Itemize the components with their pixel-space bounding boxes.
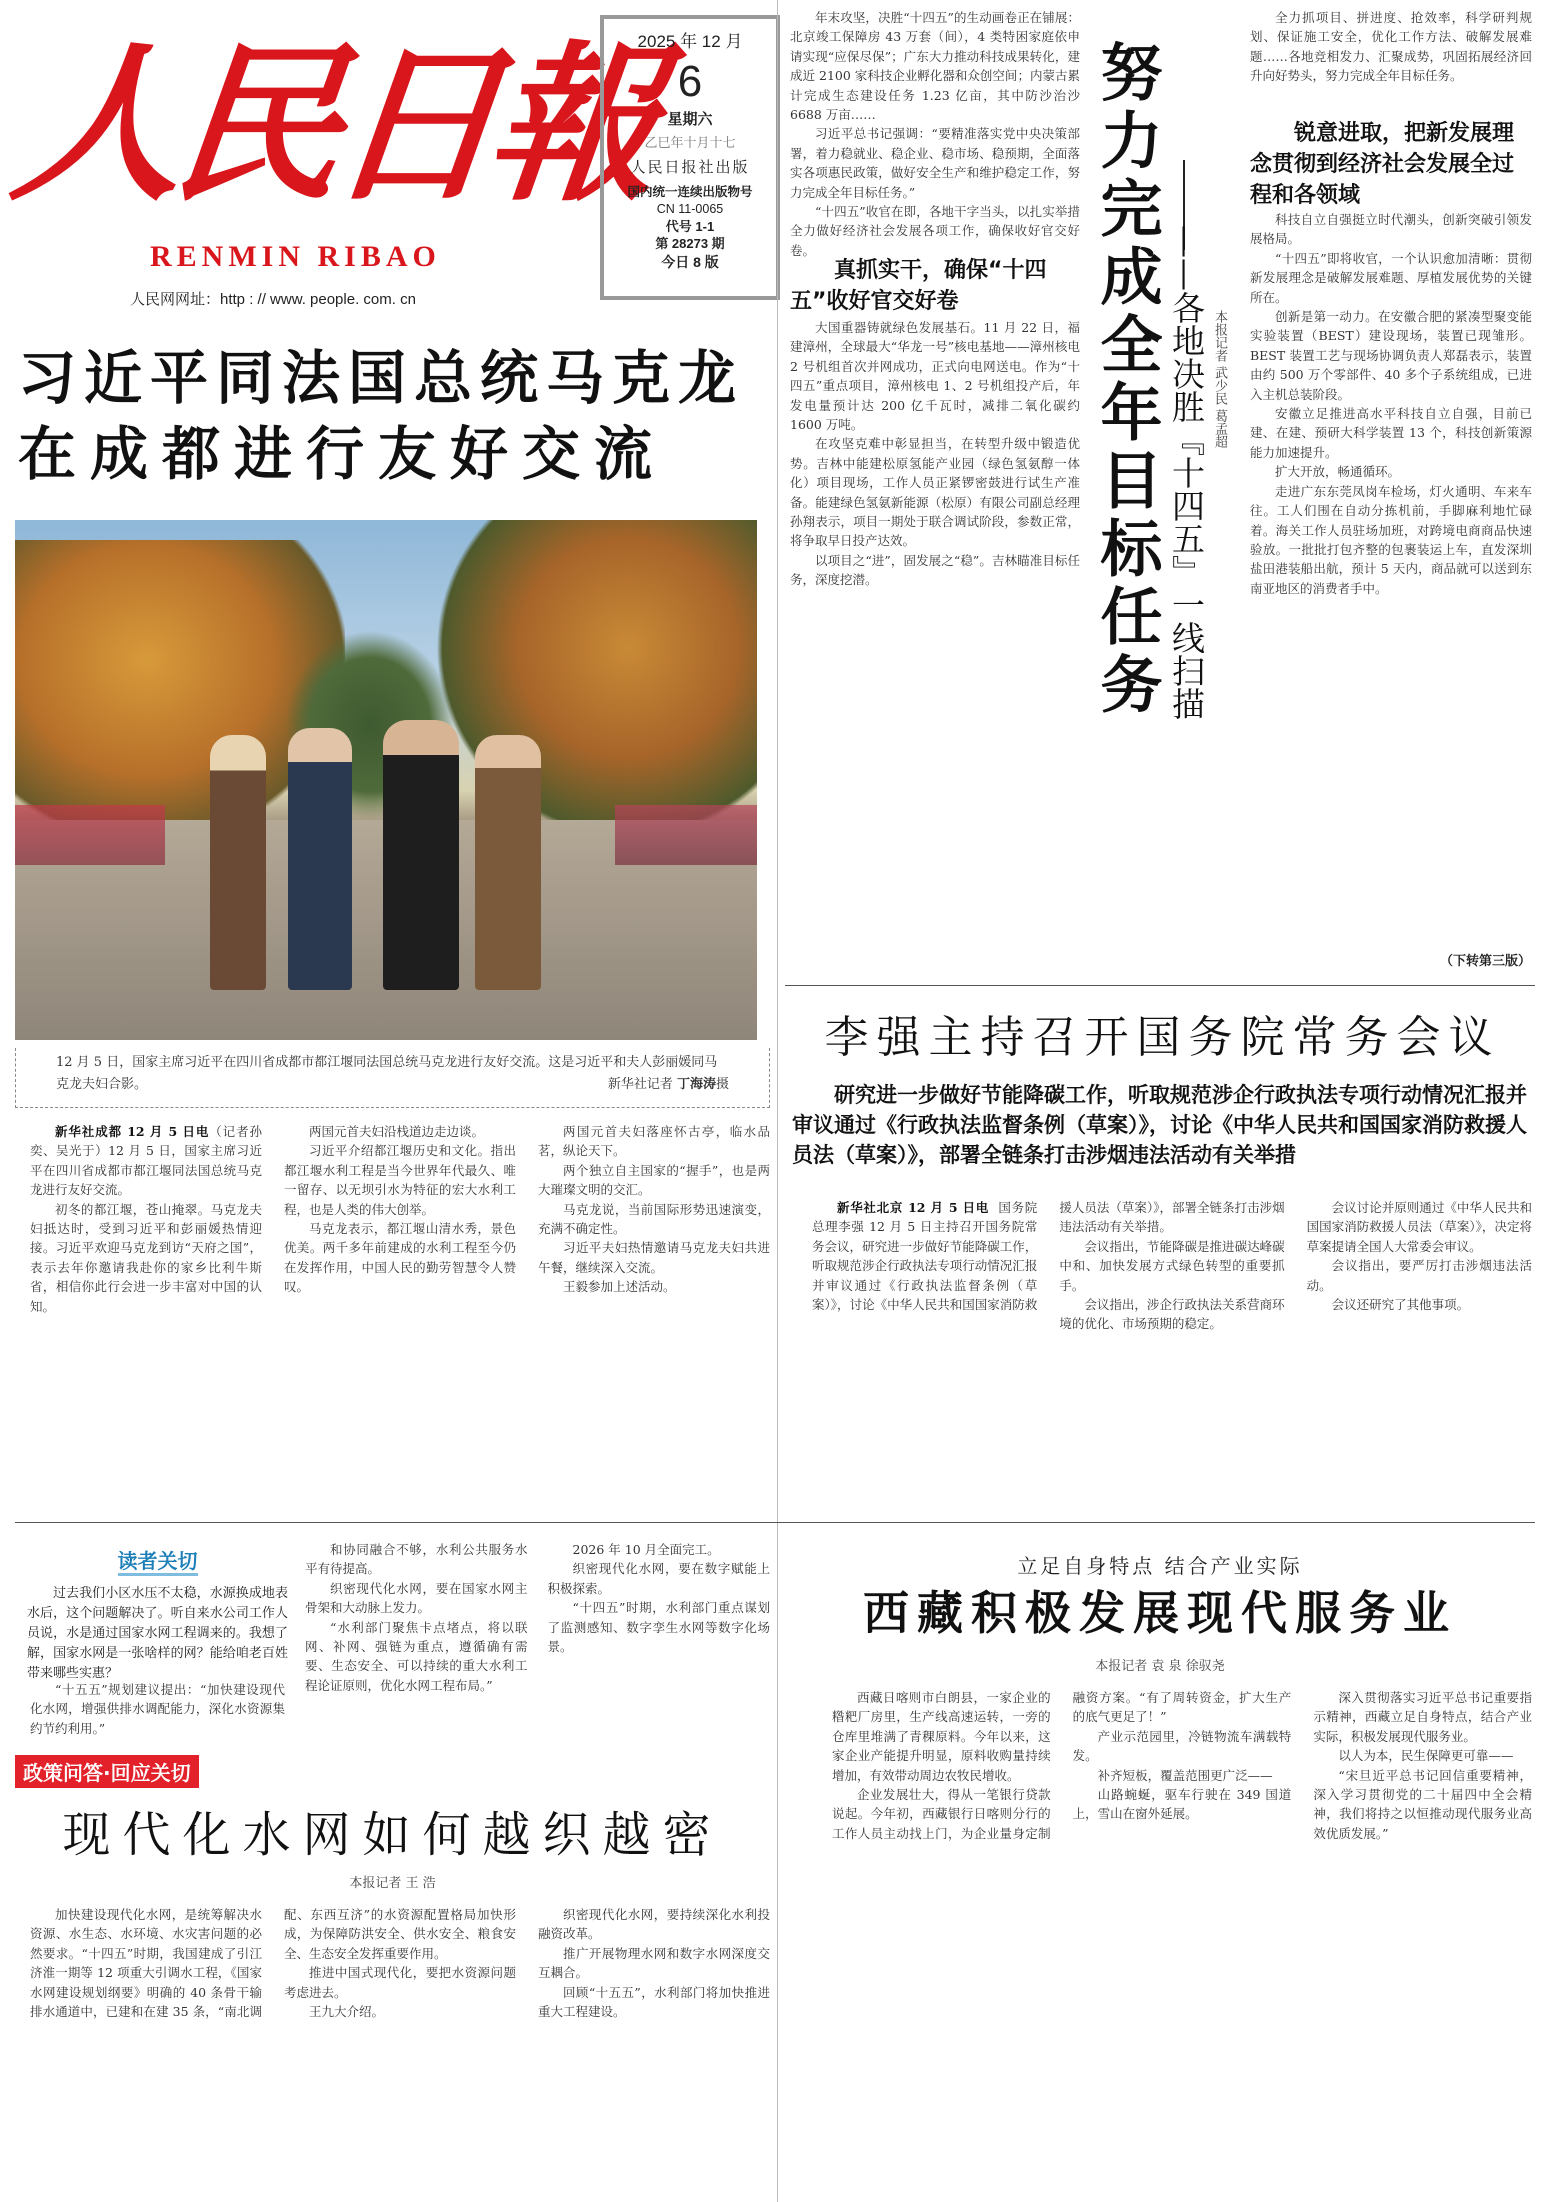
credit-prefix: 新华社记者 bbox=[607, 1077, 673, 1092]
feature-vertical-subhead: ——各地决胜『十四五』一线扫描 bbox=[1167, 225, 1206, 720]
paragraph: “水利部门聚焦卡点堵点，将以联网、补网、强链为重点，遵循确有需要、生态安全、可以持续的重大水利工程论证原则，优化水网工程布局。” bbox=[305, 1619, 528, 1693]
person-figure bbox=[475, 735, 541, 990]
website-link[interactable]: 人民网网址：http : // www. people. com. cn bbox=[130, 291, 416, 308]
headline-line: 在成都进行友好交流 bbox=[18, 420, 667, 488]
paragraph: 山路蜿蜒，驱车行驶在 349 国道上，雪山在窗外延展。 bbox=[1072, 1787, 1292, 1822]
paragraph: 和协同融合不够，水利公共服务水平有待提高。 bbox=[305, 1542, 528, 1577]
paragraph: 西藏日喀则市白朗县，一家企业的糌粑厂房里，生产线高速运转，一旁的仓库里堆满了青稞原料。今年以来，这家企业产能提升明显，原料收购量持续增加，有效带动周边农牧民增收。 bbox=[832, 1690, 1051, 1783]
paragraph: 推广开展物理水网和数字水网深度交互耦合。 bbox=[538, 1945, 770, 1981]
paragraph: 会议指出，要严厉打击涉烟违法活动。 bbox=[1306, 1258, 1532, 1293]
reader-concern-label: 读者关切 bbox=[118, 1549, 198, 1576]
reader-concern-box bbox=[15, 1535, 300, 1694]
publisher: 人民日报社出版 bbox=[630, 158, 750, 176]
feature-subhead-2: 锐意进取，把新发展理念贯彻到经济社会发展全过程和各领域 bbox=[1250, 121, 1515, 208]
paragraph: 补齐短板，覆盖范围更广泛—— bbox=[1097, 1767, 1273, 1783]
serial-label: 国内统一连续出版物号 bbox=[627, 184, 753, 199]
state-council-body bbox=[812, 1198, 1532, 1334]
feature-reporters: 本报记者 武少民 葛孟超 bbox=[1212, 310, 1227, 449]
paragraph: 全力抓项目、拼进度、抢效率，科学研判规划、保证施工安全，优化工作方法、破解发展难题……各地竞相发力、汇聚成势，巩固拓展经济回升向好势头，努力完成全年目标任务。 bbox=[1250, 10, 1532, 84]
paragraph: 织密现代化水网，要持续深化水利投融资改革。 bbox=[538, 1907, 770, 1942]
water-headline[interactable]: 现代化水网如何越织越密 bbox=[62, 1807, 723, 1863]
paragraph: 习近平介绍都江堰历史和文化。指出都江堰水利工程是当今世界年代最久、唯一留存、以无坝引水为特征的宏大水利工程，也是人类的伟大创举。 bbox=[284, 1143, 516, 1217]
paragraph: 扩大开放，畅通循环。 bbox=[1275, 464, 1401, 480]
paragraph: “十四五”收官在即，各地干字当头，以扎实举措全力做好经济社会发展各项工作，确保收好官交好卷。 bbox=[790, 204, 1080, 258]
paragraph: “十四五”时期，水利部门重点谋划了监测感知、数字孪生水网等数字化场景。 bbox=[547, 1600, 770, 1655]
date-box bbox=[600, 15, 780, 300]
paragraph: 以人为本，民生保障更可靠—— bbox=[1338, 1748, 1514, 1764]
paragraph: 习近平夫妇热情邀请马克龙夫妇共进午餐，继续深入交流。 bbox=[538, 1240, 770, 1275]
page-count: 今日 8 版 bbox=[661, 253, 719, 270]
lead-article-body bbox=[30, 1122, 770, 1316]
paragraph: 以项目之“进”，固发展之“稳”。吉林瞄准目标任务，深度挖潜。 bbox=[790, 552, 1080, 588]
divider bbox=[15, 1522, 1535, 1523]
paragraph-text: （记者孙奕、吴光于）12 月 5 日，国家主席习近平在四川省成都市都江堰同法国总统马克龙进行友好交流。 bbox=[30, 1124, 262, 1198]
paragraph: 回顾“十五五”，水利部门将加快推进重大工程建设。 bbox=[538, 1984, 770, 2020]
paragraph: 初冬的都江堰，苍山掩翠。马克龙夫妇抵达时，受到习近平和彭丽媛热情迎接。习近平欢迎马克龙到访“天府之国”，表示去年你邀请我赴你的家乡比利牛斯省，相信你此行会进一步丰富对中国的认知。 bbox=[30, 1201, 262, 1314]
weekday: 星期六 bbox=[667, 110, 713, 128]
paragraph: 王九大介绍。 bbox=[309, 2004, 385, 2020]
tibet-headline[interactable]: 西藏积极发展现代服务业 bbox=[863, 1586, 1457, 1640]
credit-suffix: 摄 bbox=[715, 1077, 729, 1092]
paragraph: 推进中国式现代化，要把水资源问题考虑进去。 bbox=[284, 1965, 516, 2000]
paragraph: 深入贯彻落实习近平总书记重要指示精神，西藏立足自身特点，结合产业实际，积极发展现代服务业。 bbox=[1313, 1690, 1532, 1744]
paragraph: 产业示范园里，冷链物流车满载特发。 bbox=[1072, 1728, 1292, 1764]
day-number: 6 bbox=[677, 56, 703, 106]
dateline: 新华社成都 12 月 5 日电 bbox=[55, 1124, 210, 1139]
paragraph: 马克龙说，当前国际形势迅速演变，充满不确定性。 bbox=[538, 1201, 770, 1237]
water-reporter: 本报记者 王 浩 bbox=[349, 1876, 436, 1891]
answer-body bbox=[305, 1540, 770, 1695]
tibet-kicker: 立足自身特点 结合产业实际 bbox=[1017, 1554, 1303, 1578]
paragraph: 在攻坚克难中彰显担当，在转型升级中锻造优势。吉林中能建松原氢能产业园（绿色氢氨醇一体化）项目现场，工作人员正紧锣密鼓进行试生产准备。能建绿色氢氨新能源（松原）有限公司副总经理孙翔表示，项目一期处于联合调试阶段，参数正常，将争取早日投产达效。 bbox=[790, 436, 1080, 549]
paragraph: 企业发展壮大，得从一笔银行贷款说起。今年初，西藏银行日喀则分行的工作人员主动找上门，为企业量身定制融资方案。“有了周转资金，扩大生产的底气更足了！” bbox=[832, 1690, 1292, 1841]
newspaper-pinyin: RENMIN RIBAO bbox=[150, 240, 441, 273]
tibet-reporters: 本报记者 袁 泉 徐驭尧 bbox=[1095, 1659, 1225, 1674]
feature-section-2 bbox=[1250, 210, 1532, 598]
water-body bbox=[30, 1905, 770, 2021]
feature-subhead-1: 真抓实干，确保“十四五”收好官交好卷 bbox=[790, 258, 1047, 314]
lead-headline[interactable] bbox=[18, 340, 763, 492]
paragraph: 习近平总书记强调：“要精准落实党中央决策部署，着力稳就业、稳企业、稳市场、稳预期，全面落实各项惠民政策，做好安全生产和维护稳定工作，努力完成全年目标任务。” bbox=[790, 126, 1080, 200]
person-figure bbox=[210, 735, 266, 990]
person-figure bbox=[288, 728, 352, 990]
paragraph: 马克龙表示，都江堰山清水秀，景色优美。两千多年前建成的水利工程至今仍在发挥作用，中国人民的勤劳智慧令人赞叹。 bbox=[284, 1221, 516, 1295]
paragraph: 创新是第一动力。在安徽合肥的紧凑型聚变能实验装置（BEST）建设现场，装置已现雏形。BEST 装置工艺与现场协调负责人郑磊表示，装置由约 500 万个零部件、40 多个子系统组成，已进入主机总装阶段。 bbox=[1250, 309, 1532, 402]
paragraph: “十五五”规划建议提出：“加快建设现代化水网，增强供排水调配能力，深化水资源集约节约利用。” bbox=[30, 1682, 285, 1736]
paragraph: 2026 年 10 月全面完工。 bbox=[572, 1542, 720, 1557]
state-council-subtitle: 研究进一步做好节能降碳工作，听取规范涉企行政执法专项行动情况汇报并审议通过《行政执法监督条例（草案）》，讨论《中华人民共和国国家消防救援人员法（草案）》，部署全链条打击涉烟违法活动有关举措 bbox=[792, 1083, 1527, 1167]
lunar-date: 乙巳年十月十七 bbox=[644, 135, 736, 151]
paragraph: 安徽立足推进高水平科技自立自强，目前已建、在建、预研大科学装置 13 个，科技创新策源能力加速提升。 bbox=[1250, 406, 1532, 460]
paragraph: 走进广东东莞凤岗车检场，灯火通明、车来车往。工人们围在自动分拣机前，手脚麻利地忙碌着。海关工作人员驻场加班，对跨境电商商品快速验放。一批批打包齐整的包裹装运上车，直发深圳盐田港装船出航，预计 5 天内，商品就可以送到东南亚地区的消费者手中。 bbox=[1250, 483, 1532, 596]
paragraph: 两国元首夫妇落座怀古亭，临水品茗，纵论天下。 bbox=[538, 1124, 770, 1159]
dateline: 新华社北京 12 月 5 日电 bbox=[837, 1200, 990, 1215]
divider bbox=[777, 0, 778, 2202]
divider bbox=[785, 985, 1535, 986]
paragraph: 加快建设现代化水网，是统筹解决水资源、水生态、水环境、水灾害问题的必然要求。“十四五”时期，我国建成了引江济淮一期等 12 项重大引调水工程，《国家水网建设规划纲要》明确的 40 条骨干输排水通道中，已建和在建 35 条，“南北调配、东西互济”的水资源配置格局加快形成，为保障防洪安全、供水安全、粮食安全、生态安全发挥重要作用。 bbox=[30, 1907, 516, 2020]
lead-photo bbox=[15, 520, 757, 1040]
photographer: 丁海涛 bbox=[676, 1077, 716, 1092]
headline-line: 习近平同法国总统马克龙 bbox=[18, 344, 745, 412]
state-council-headline[interactable]: 李强主持召开国务院常务会议 bbox=[824, 1012, 1501, 1063]
policy-qa-tag: 政策问答·回应关切 bbox=[15, 1755, 199, 1788]
feature-section-1 bbox=[790, 318, 1080, 590]
paragraph: 年末攻坚，决胜“十四五”的生动画卷正在铺展：北京竣工保障房 43 万套（间），4 类特困家庭依申请实现“应保尽保”；广东大力推动科技成果转化，建成近 2100 家科技企业孵化器和众创空间；内蒙古累计完成生态建设任务 1.23 亿亩，其中防沙治沙 6688 万亩…… bbox=[790, 10, 1080, 123]
answer-intro bbox=[30, 1680, 285, 1738]
paragraph: 会议指出，涉企行政执法关系营商环境的优化、市场预期的稳定。 bbox=[1059, 1297, 1285, 1332]
cn-number: CN 11-0065 bbox=[656, 201, 724, 216]
paragraph-text: 国务院总理李强 12 月 5 日主持召开国务院常务会议，研究进一步做好节能降碳工作，听取规范涉企行政执法专项行动情况汇报并审议通过《行政执法监督条例（草案）》，讨论《中华人民共和国国家消防救援人员法（草案）》，部署全链条打击涉烟违法活动有关举措。 bbox=[812, 1200, 1285, 1313]
paragraph: 大国重器铸就绿色发展基石。11 月 22 日，福建漳州，全球最大“华龙一号”核电基地——漳州核电 2 号机组首次并网成功，正式向电网送电。作为“十四五”重点项目，漳州核电 1、2 号机组投产后，年发电量预计达 200 亿千瓦时，减排二氧化碳约 1600 万吨。 bbox=[790, 320, 1080, 433]
feature-intro bbox=[790, 8, 1080, 260]
paragraph: 会议还研究了其他事项。 bbox=[1331, 1297, 1470, 1313]
tibet-body bbox=[832, 1688, 1532, 1843]
paragraph: 王毅参加上述活动。 bbox=[563, 1279, 676, 1295]
paragraph: 两国元首夫妇沿栈道边走边谈。 bbox=[309, 1124, 485, 1139]
code-number: 代号 1-1 bbox=[665, 218, 715, 234]
paragraph: 两个独立自主国家的“握手”，也是两大璀璨文明的交汇。 bbox=[538, 1162, 770, 1198]
paragraph: “宋旦近平总书记回信重要精神，深入学习贯彻党的二十届四中全会精神，我们将持之以恒推动现代服务业高效优质发展。” bbox=[1313, 1767, 1532, 1841]
continued-link[interactable]: （下转第三版） bbox=[1440, 954, 1532, 969]
paragraph: 会议讨论并原则通过《中华人民共和国国家消防救援人员法（草案）》，决定将草案提请全国人大常委会审议。 bbox=[1306, 1200, 1532, 1254]
paragraph: 会议指出，节能降碳是推进碳达峰碳中和、加快发展方式绿色转型的重要抓手。 bbox=[1059, 1238, 1285, 1293]
paragraph: “十四五”即将收官，一个认识愈加清晰：贯彻新发展理念是破解发展难题、厚植发展优势的关键所在。 bbox=[1250, 250, 1532, 305]
feature-right-intro bbox=[1250, 8, 1532, 86]
photo-caption bbox=[15, 1048, 770, 1108]
paragraph: 织密现代化水网，要在国家水网主骨架和大动脉上发力。 bbox=[305, 1580, 528, 1616]
issue-number: 第 28273 期 bbox=[655, 236, 725, 252]
feature-vertical-headline[interactable]: 努力完成全年目标任务 bbox=[1090, 40, 1163, 720]
person-figure bbox=[383, 720, 459, 990]
caption-text: 12 月 5 日，国家主席习近平在四川省成都市都江堰同法国总统马克龙进行友好交流。这是习近平和夫人彭丽媛同马克龙夫妇合影。 bbox=[56, 1055, 718, 1092]
year-month: 2025 年 12 月 bbox=[637, 32, 743, 51]
newspaper-logo: 人民日報 bbox=[4, 25, 658, 225]
reader-question: 过去我们小区水压不太稳，水源换成地表水后，这个问题解决了。听自来水公司工作人员说，水是通过国家水网工程调来的。我想了解，国家水网是一张啥样的网？能给咱老百姓带来哪些实惠？ bbox=[27, 1586, 288, 1681]
paragraph: 科技自立自强挺立时代潮头，创新突破引领发展格局。 bbox=[1250, 212, 1532, 247]
paragraph: 织密现代化水网，要在数字赋能上积极探索。 bbox=[547, 1561, 770, 1596]
